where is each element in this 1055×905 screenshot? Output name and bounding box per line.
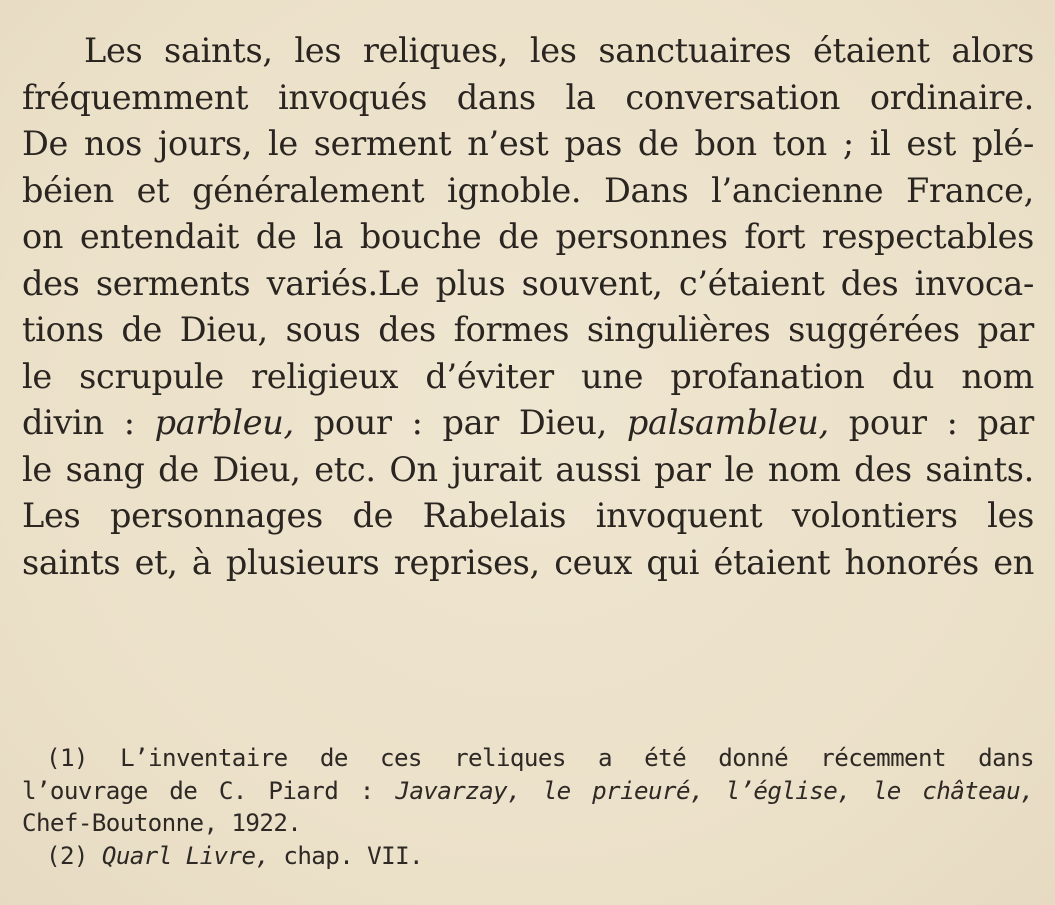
text-line: saints et, à plusieurs reprises, ceux qui étaient honorés en (22, 542, 1034, 582)
text-run: (2) (46, 841, 102, 870)
text-line: tions de Dieu, sous des formes singulières suggérées par (22, 310, 1034, 349)
text-run: pour : par (828, 403, 1034, 442)
text-line: des serments variés.Le plus souvent, c’étaient des invoca- (22, 263, 1034, 303)
text-line (22, 400, 1034, 447)
text-line: le scrupule religieux d’éviter une profanation du nom (22, 356, 1034, 396)
italic-title: Quarl Livre, (101, 841, 270, 870)
footnote-1-line (22, 775, 1034, 808)
text-line: Les personnages de Rabelais invoquent volontiers les (22, 496, 1034, 535)
text-run: divin : (22, 403, 155, 442)
text-line: on entendait de la bouche de personnes fort respectables (22, 217, 1034, 256)
text-run: pour : par Dieu, (293, 403, 627, 442)
text-run: l’ouvrage de C. Piard : (22, 776, 396, 805)
text-line: Les saints, les reliques, les sanctuaires étaient alors (84, 31, 1034, 70)
italic-word-palsambleu: palsambleu, (626, 403, 829, 442)
footnotes (22, 742, 1034, 872)
body-paragraph (22, 28, 1034, 586)
footnote-1-line: (1) L’inventaire de ces reliques a été donné récemment dans (46, 744, 1034, 772)
text-line: le sang de Dieu, etc. On jurait aussi par le nom des saints. (22, 449, 1034, 489)
italic-word-parbleu: parbleu, (154, 403, 294, 442)
text-line: De nos jours, le serment n’est pas de bon ton ; il est plé- (22, 124, 1034, 163)
text-run: chap. VII. (269, 841, 423, 870)
text-line: béien et généralement ignoble. Dans l’ancienne France, (22, 170, 1034, 210)
text-line: fréquemment invoqués dans la conversation ordinaire. (22, 77, 1034, 117)
footnote-2-line (22, 840, 1034, 873)
footnote-1-line: Chef-Boutonne, 1922. (22, 809, 302, 837)
italic-title: Javarzay, le prieuré, l’église, le château, (395, 776, 1034, 805)
